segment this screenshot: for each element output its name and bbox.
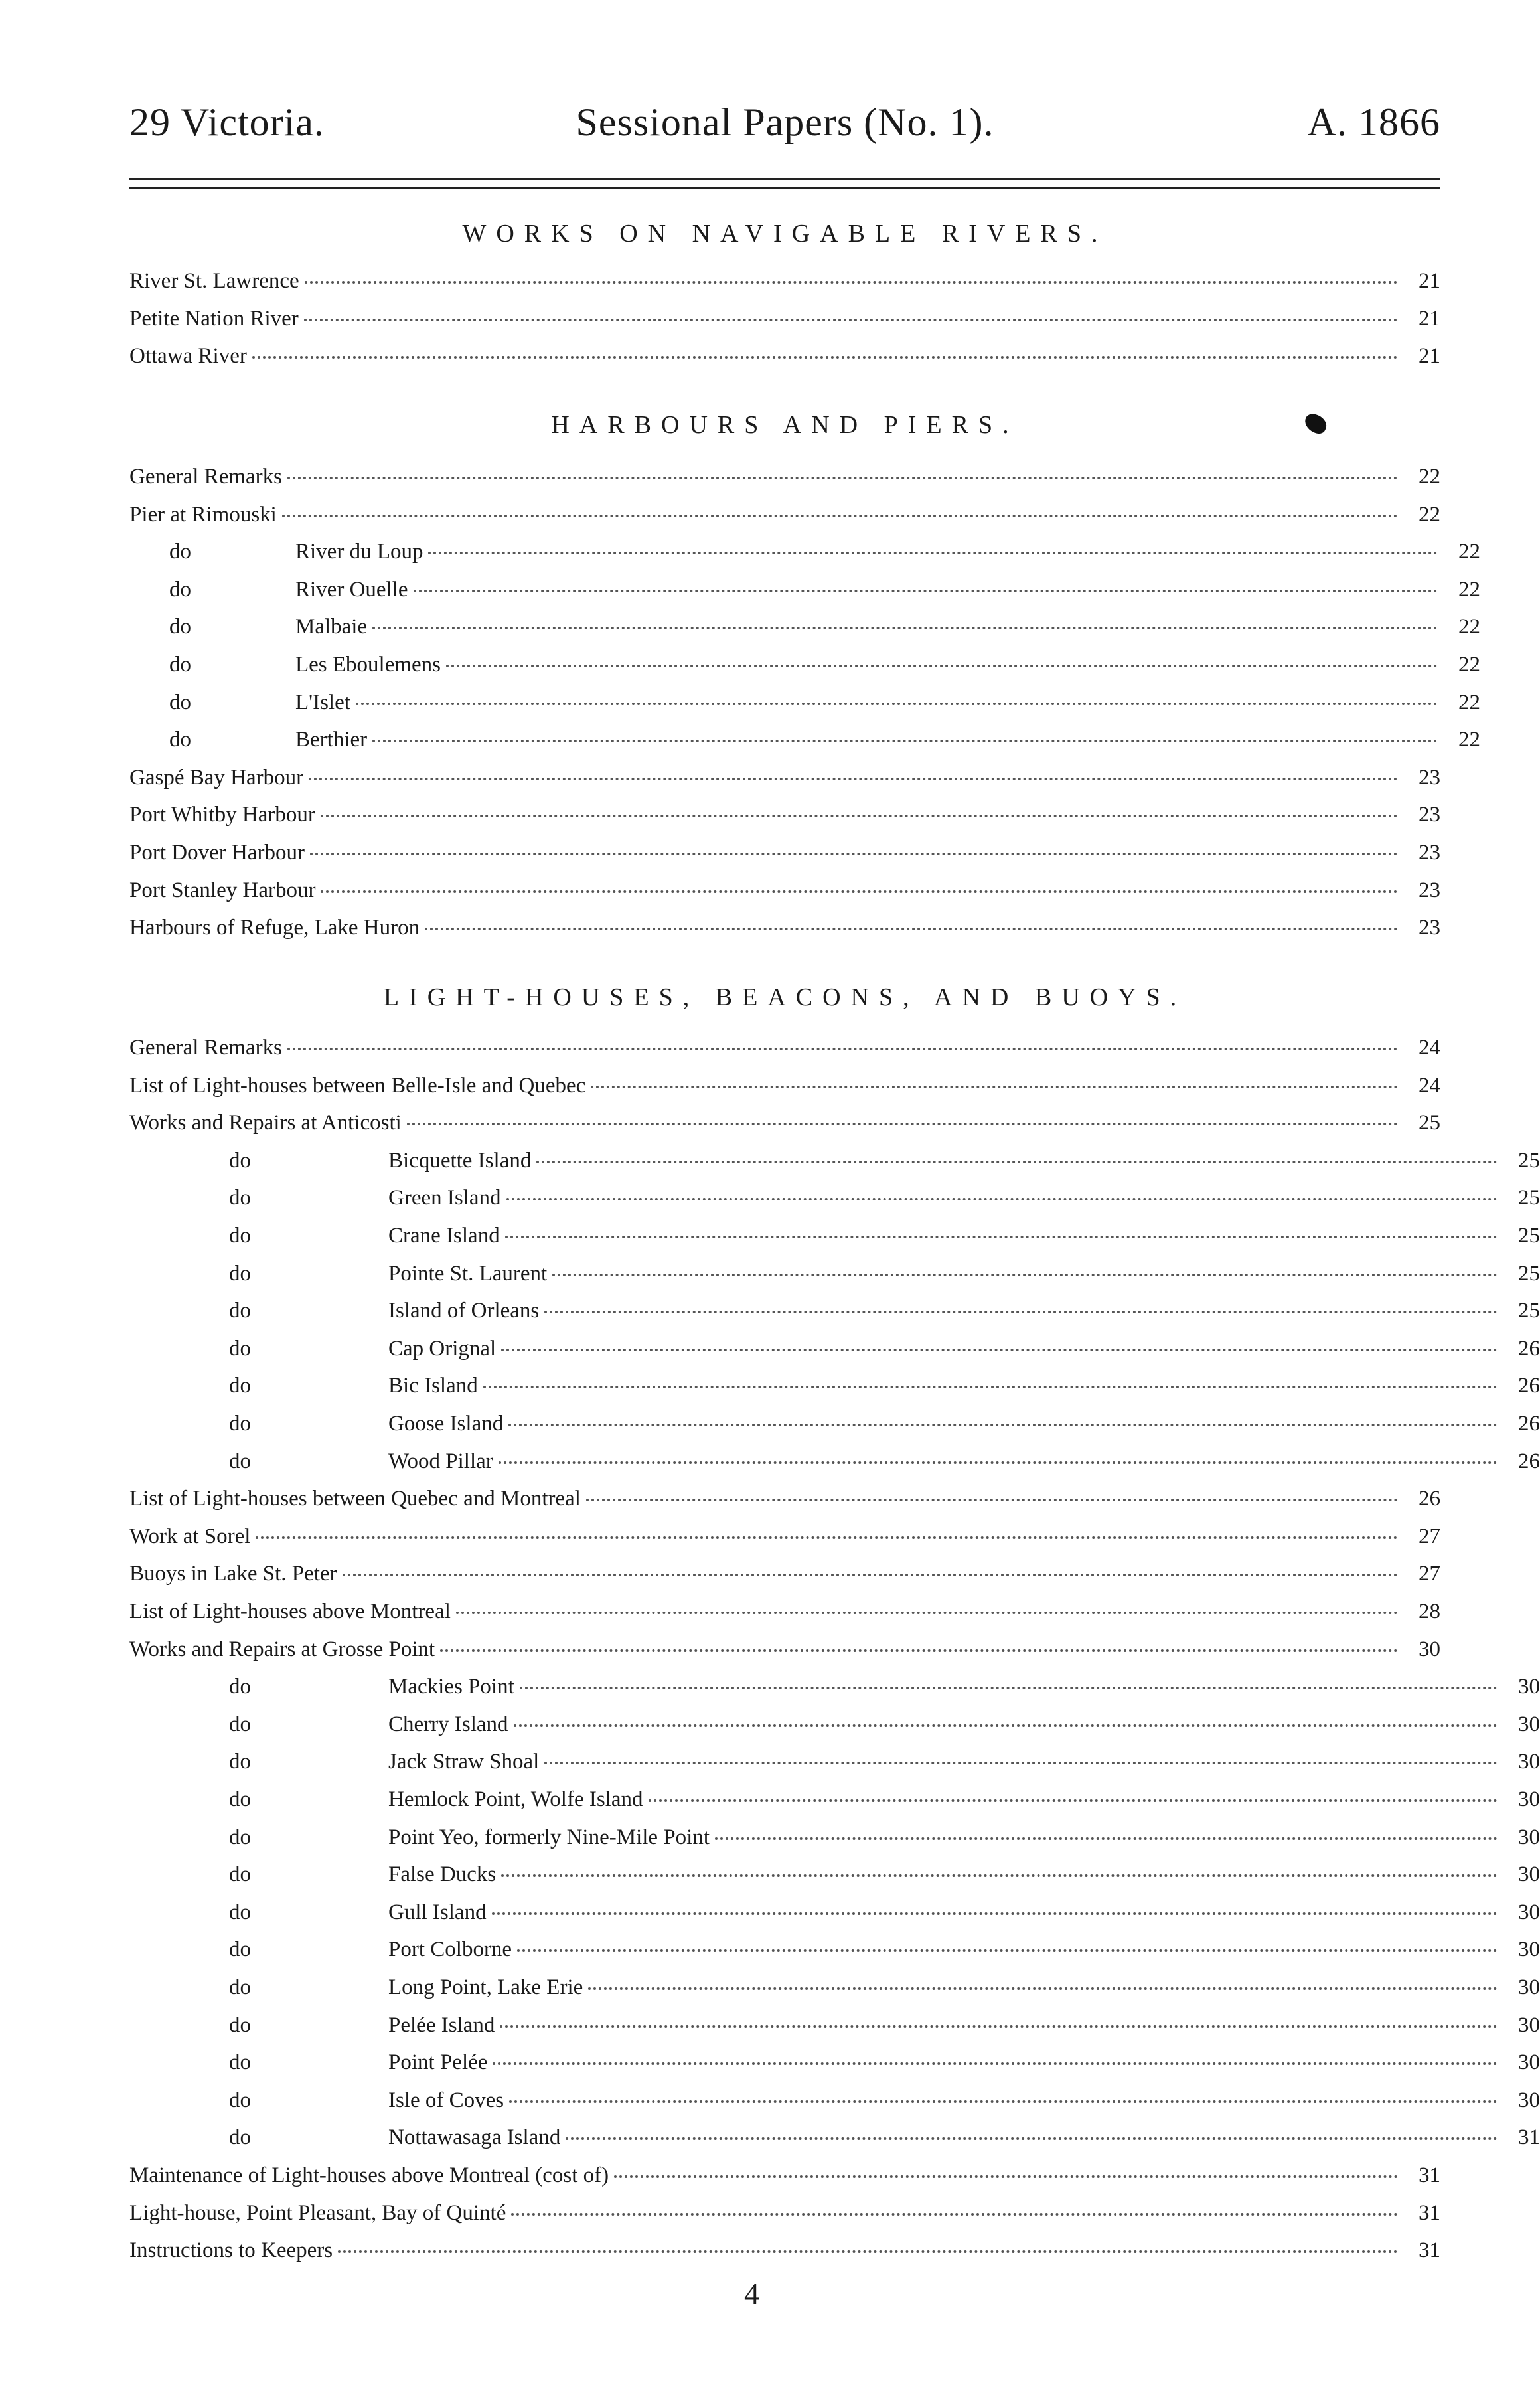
toc-entry-page: 22 [1458,653,1480,677]
dot-leader [591,1086,1398,1088]
toc-entry-page: 22 [1458,615,1480,639]
dot-leader [514,1724,1498,1727]
toc-entry-page: 30 [1518,1675,1540,1699]
toc-entry-label: Pointe St. Laurent [388,1261,548,1285]
toc-entry-page: 26 [1518,1336,1540,1361]
toc-entry[interactable] [129,1262,1540,1297]
toc-entry-page: 26 [1518,1449,1540,1473]
dot-leader [287,1048,1398,1050]
toc-entry-page: 23 [1419,878,1440,902]
toc-entry-label: Instructions to Keepers [129,2238,333,2263]
dot-leader [372,740,1438,742]
dot-leader [252,356,1398,359]
toc-entry-label: L'Islet [295,690,350,714]
dot-leader [552,1274,1498,1276]
ditto-mark: do [169,653,191,677]
toc-entry-page: 22 [1458,728,1480,752]
dot-leader [492,1912,1498,1915]
toc-entry-page: 25 [1518,1224,1540,1248]
dot-leader [517,1949,1498,1952]
dot-leader [407,1123,1398,1125]
toc-entry-page: 25 [1518,1186,1540,1210]
toc-entry-label: Long Point, Lake Erie [388,1975,583,1999]
ditto-mark: do [229,1862,251,1887]
toc-entry[interactable] [129,578,1480,614]
toc-entry[interactable] [129,1299,1540,1335]
toc-entry-page: 26 [1518,1412,1540,1436]
dot-leader [282,515,1398,517]
toc-entry[interactable] [129,503,1440,538]
dot-leader [501,1874,1498,1877]
toc-entry-label: Green Island [388,1186,501,1210]
toc-entry-page: 31 [1518,2125,1540,2150]
toc-entry-label: Les Eboulemens [295,653,441,677]
ditto-mark: do [229,2050,251,2075]
toc-entry-page: 30 [1518,2088,1540,2112]
toc-entry[interactable] [129,1712,1540,1748]
toc-entry-page: 27 [1419,1524,1440,1548]
toc-entry-label: Mackies Point [388,1675,514,1699]
toc-entry-page: 30 [1518,1862,1540,1887]
toc-entry[interactable] [129,1224,1540,1260]
header-rule-top [129,178,1440,180]
ditto-mark: do [229,2013,251,2037]
dot-leader [440,1649,1398,1652]
toc-entry-label: Works and Repairs at Grosse Point [129,1637,435,1661]
ditto-mark: do [229,1900,251,1924]
toc-entry-label: Port Colborne [388,1938,512,1962]
ditto-mark: do [229,1374,251,1398]
ditto-mark: do [169,728,191,752]
ditto-mark: do [229,1787,251,1811]
header-year: A. 1866 [1307,100,1440,144]
toc-entry-label: Work at Sorel [129,1524,251,1548]
ditto-mark: do [229,1750,251,1774]
toc-entry[interactable] [129,307,1440,343]
toc-entry[interactable] [129,916,1440,951]
dot-leader [446,665,1438,667]
toc-entry[interactable] [129,1036,1440,1072]
toc-entry[interactable] [129,269,1440,305]
dot-leader [356,703,1438,705]
toc-entry-label: Island of Orleans [388,1299,540,1323]
dot-leader [256,1536,1398,1539]
toc-entry-label: Gull Island [388,1900,487,1924]
toc-entry-page: 25 [1518,1148,1540,1173]
toc-entry[interactable] [129,1975,1540,2011]
toc-entry[interactable] [129,1412,1540,1448]
toc-entry[interactable] [129,1149,1540,1185]
toc-entry[interactable] [129,1337,1540,1372]
toc-entry[interactable] [129,2238,1440,2274]
dot-leader [321,815,1398,817]
ditto-mark: do [229,1975,251,1999]
toc-entry[interactable] [129,803,1440,839]
ditto-mark: do [229,1938,251,1962]
dot-leader [305,281,1398,284]
toc-entry-page: 26 [1419,1487,1440,1511]
dot-leader [414,590,1438,592]
ditto-mark: do [169,577,191,602]
toc-entry-page: 31 [1419,2200,1440,2225]
toc-entry-label: Port Dover Harbour [129,841,305,865]
dot-leader [536,1161,1498,1163]
toc-entry-label: Hemlock Point, Wolfe Island [388,1787,643,1811]
toc-entry[interactable] [129,1637,1440,1673]
dot-leader [428,552,1438,554]
toc-entry[interactable] [129,2013,1540,2049]
header-session: 29 Victoria. [129,100,325,144]
dot-leader [505,1236,1498,1238]
toc-entry-page: 23 [1419,841,1440,865]
ditto-mark: do [229,1261,251,1285]
toc-entry[interactable] [129,878,1440,914]
toc-entry-page: 25 [1419,1111,1440,1135]
toc-entry-page: 21 [1419,306,1440,331]
toc-entry[interactable] [129,1111,1440,1147]
toc-entry-label: List of Light-houses above Montreal [129,1600,451,1623]
dot-leader [588,1987,1498,1990]
toc-entry[interactable] [129,2088,1540,2124]
ditto-mark: do [229,1299,251,1323]
toc-entry[interactable] [129,2201,1440,2237]
toc-entry-label: River Ouelle [295,577,408,602]
ditto-mark: do [229,1675,251,1699]
toc-entry[interactable] [129,1862,1540,1898]
toc-entry-page: 30 [1518,1825,1540,1849]
toc-entry-page: 25 [1518,1299,1540,1323]
toc-entry-page: 23 [1419,803,1440,827]
toc-entry-label: Port Stanley Harbour [129,878,316,902]
dot-leader [506,1198,1498,1200]
toc-entry-label: Cap Orignal [388,1336,497,1361]
toc-entry-label: Bicquette Island [388,1148,532,1173]
toc-entry-label: Jack Straw Shoal [388,1750,540,1774]
dot-leader [500,2025,1498,2028]
toc-entry-page: 30 [1518,2013,1540,2037]
toc-entry-label: List of Light-houses between Belle-Isle and Quebec [129,1073,586,1098]
header-title: Sessional Papers (No. 1). [576,100,994,144]
dot-leader [304,319,1398,321]
toc-entry-page: 27 [1419,1562,1440,1586]
dot-leader [511,2213,1398,2216]
toc-entry-label: Wood Pillar [388,1449,493,1473]
toc-entry[interactable] [129,465,1440,501]
toc-entry-label: Port Whitby Harbour [129,803,315,827]
toc-entry-label: River St. Lawrence [129,269,299,293]
dot-leader [456,1612,1398,1614]
toc-entry-page: 22 [1458,540,1480,564]
dot-leader [499,1461,1498,1464]
ditto-mark: do [229,2088,251,2112]
toc-entry[interactable] [129,1750,1540,1785]
dot-leader [649,1799,1498,1802]
ditto-mark: do [229,1224,251,1248]
dot-leader [520,1687,1498,1689]
dot-leader [309,778,1398,780]
toc-entry-page: 25 [1518,1261,1540,1285]
toc-entry[interactable] [129,1449,1540,1485]
toc-entry[interactable] [129,766,1440,801]
toc-entry-page: 22 [1458,577,1480,602]
toc-entry-page: 30 [1518,1975,1540,1999]
toc-entry-label: General Remarks [129,1036,282,1060]
running-header [129,100,1440,159]
toc-entry-label: General Remarks [129,465,282,489]
toc-entry-label: Pier at Rimouski [129,502,277,527]
section-heading: LIGHT-HOUSES, BEACONS, AND BUOYS. [383,983,1187,1011]
toc-entry[interactable] [129,1487,1440,1523]
toc-entry-page: 30 [1419,1637,1440,1661]
dot-leader [715,1837,1498,1840]
toc-entry-label: Berthier [295,728,368,752]
toc-entry-page: 30 [1518,1750,1540,1774]
ditto-mark: do [229,1449,251,1473]
toc-entry-page: 22 [1419,502,1440,527]
toc-entry-label: Buoys in Lake St. Peter [129,1562,337,1586]
toc-entry-page: 23 [1419,916,1440,940]
page-number: 4 [744,2277,759,2311]
ditto-mark: do [229,1148,251,1173]
toc-entry-label: Cherry Island [388,1712,508,1736]
toc-entry[interactable] [129,1562,1440,1598]
toc-entry-label: Point Pelée [388,2050,488,2075]
toc-entry[interactable] [129,1374,1540,1410]
toc-entry[interactable] [129,344,1440,380]
toc-entry-label: Point Yeo, formerly Nine-Mile Point [388,1825,710,1849]
toc-entry-page: 30 [1518,1938,1540,1962]
toc-entry-label: Pelée Island [388,2013,495,2037]
toc-entry-page: 24 [1419,1036,1440,1060]
toc-entry[interactable] [129,615,1480,651]
toc-entry[interactable] [129,2125,1540,2161]
dot-leader [343,1574,1398,1576]
ditto-mark: do [229,1712,251,1736]
toc-entry-label: Gaspé Bay Harbour [129,765,304,789]
ditto-mark: do [229,1825,251,1849]
toc-entry-label: Maintenance of Light-houses above Montreal (cost of) [129,2163,609,2187]
ditto-mark: do [229,1412,251,1436]
toc-entry[interactable] [129,1900,1540,1936]
dot-leader [310,853,1398,855]
dot-leader [321,890,1398,893]
toc-entry[interactable] [129,728,1480,764]
toc-entry-page: 24 [1419,1073,1440,1098]
ditto-mark: do [169,690,191,714]
toc-entry-label: Light-house, Point Pleasant, Bay of Quinté [129,2200,506,2225]
toc-entry-page: 30 [1518,1900,1540,1924]
toc-entry-page: 23 [1419,765,1440,789]
toc-entry-page: 30 [1518,1712,1540,1736]
toc-entry[interactable] [129,2163,1440,2199]
dot-leader [287,477,1398,479]
dot-leader [509,2100,1498,2103]
dot-leader [338,2250,1398,2253]
toc-entry-label: Malbaie [295,615,368,639]
dot-leader [566,2137,1498,2140]
ditto-mark: do [229,1186,251,1210]
toc-entry[interactable] [129,1787,1540,1823]
toc-entry-page: 22 [1458,690,1480,714]
dot-leader [544,1311,1498,1313]
dot-leader [544,1762,1498,1764]
toc-entry-page: 21 [1419,344,1440,369]
toc-entry-label: Works and Repairs at Anticosti [129,1111,402,1135]
toc-entry-page: 30 [1518,2050,1540,2075]
toc-entry-page: 30 [1518,1787,1540,1811]
toc-entry-page: 22 [1419,465,1440,489]
toc-entry-label: Isle of Coves [388,2088,504,2112]
toc-entry[interactable] [129,1186,1540,1222]
toc-entry-label: Ottawa River [129,344,247,369]
ditto-mark: do [229,2125,251,2150]
toc-entry[interactable] [129,1938,1540,1973]
toc-entry[interactable] [129,540,1480,576]
toc-entry-label: Crane Island [388,1224,500,1248]
ditto-mark: do [229,1336,251,1361]
toc-entry[interactable] [129,1525,1440,1560]
dot-leader [493,2062,1498,2065]
section-heading: WORKS ON NAVIGABLE RIVERS. [462,220,1108,248]
toc-entry[interactable] [129,2050,1540,2086]
toc-entry-page: 28 [1419,1600,1440,1623]
toc-entry-page: 31 [1419,2238,1440,2263]
toc-entry-label: List of Light-houses between Quebec and Montreal [129,1487,581,1511]
dot-leader [501,1349,1498,1351]
toc-entry[interactable] [129,691,1480,726]
section-heading: HARBOURS AND PIERS. [551,411,1019,439]
toc-entry[interactable] [129,653,1480,689]
toc-entry[interactable] [129,1074,1440,1110]
dot-leader [586,1499,1398,1501]
toc-entry-label: River du Loup [295,540,424,564]
dot-leader [483,1386,1498,1388]
toc-entry-label: False Ducks [388,1862,497,1887]
toc-entry-page: 21 [1419,269,1440,293]
dot-leader [372,627,1438,629]
toc-entry[interactable] [129,1825,1540,1861]
toc-entry-label: Bic Island [388,1374,478,1398]
toc-entry-label: Nottawasaga Island [388,2125,561,2150]
dot-leader [425,928,1398,930]
toc-entry[interactable] [129,841,1440,876]
dot-leader [508,1424,1498,1426]
toc-entry-page: 31 [1419,2163,1440,2187]
toc-entry[interactable] [129,1600,1440,1635]
toc-entry-label: Petite Nation River [129,306,299,331]
dot-leader [614,2175,1398,2178]
toc-entry[interactable] [129,1675,1540,1710]
toc-entry-label: Harbours of Refuge, Lake Huron [129,916,420,940]
toc-entry-label: Goose Island [388,1412,504,1436]
ditto-mark: do [169,615,191,639]
ditto-mark: do [169,540,191,564]
header-rule-bottom [129,187,1440,189]
toc-entry-page: 26 [1518,1374,1540,1398]
